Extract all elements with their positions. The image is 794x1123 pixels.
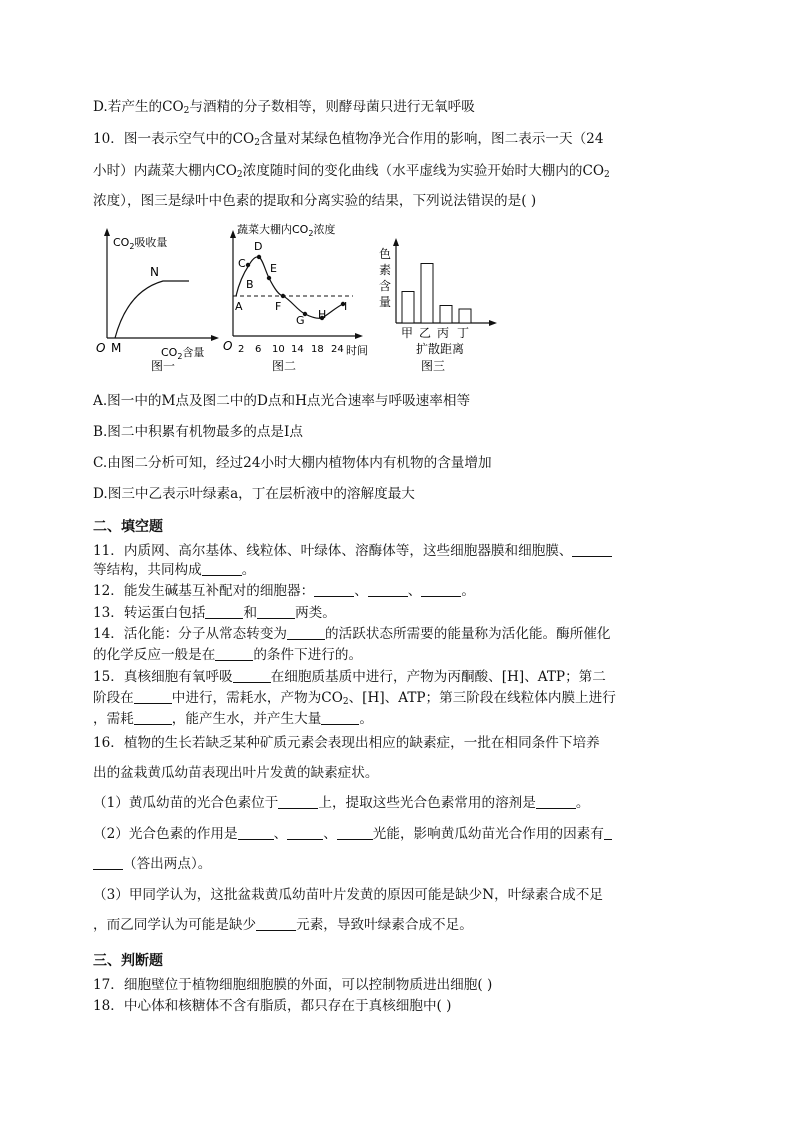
q15-blank-2[interactable] [134,689,172,704]
fig2-tick-24: 24 [331,344,344,355]
q16-stem-line2: 出的盆栽黄瓜幼苗表现出叶片发黄的缺素症状。 [93,765,379,781]
fig2-title: 蔬菜大棚内$CO_2$浓度 [237,223,336,238]
q10-stem-line1: 10．图一表示空气中的$CO_2$含量对某绿色植物净光合作用的影响，图二表示一天（24 [93,131,604,148]
q16-3-blank[interactable] [256,916,296,931]
fig1-curve [115,281,189,338]
q10-option-c: C.由图二分析可知，经过24小时大棚内植物体内有机物的含量增加 [93,455,492,471]
fig2-dot-f [281,294,285,298]
q17: 17．细胞壁位于植物细胞细胞膜的外面，可以控制物质进出细胞( ) [93,977,493,993]
fig2-label-f: F [275,300,282,313]
q10-figure-svg [93,218,513,388]
fig3-x-label: 扩散距离 [416,342,465,356]
fig2-caption: 图二 [272,359,297,373]
fig3-y-label-4: 量 [379,295,392,309]
q16-2-blank-4a[interactable] [604,825,612,840]
q16-2-blank-4b[interactable] [93,855,123,870]
fig1-origin: O [96,341,106,355]
q15-line2: 阶段在 中进行，需耗水，产物为$CO_2$、[H]、ATP；第三阶段在线粒体内膜上进行 [93,690,616,707]
fig3-category-yi: 乙 [419,326,432,340]
q14-line2: 的化学反应一般是在 的条件下进行的。 [93,647,363,663]
fig2-origin: O [223,339,233,353]
q16-part3-line2: ，而乙同学认为可能是缺少 元素，导致叶绿素合成不足。 [93,917,473,933]
fig3-y-label-3: 含 [379,279,392,293]
q14-blank-1[interactable] [287,625,325,640]
q9-option-d: D.若产生的$CO_2$与酒精的分子数相等，则酵母菌只进行无氧呼吸 [93,99,475,116]
q12-blank-3[interactable] [421,582,461,597]
fig2-label-i: I [344,300,348,313]
q15-blank-3[interactable] [134,710,172,725]
fig2-tick-14: 14 [291,344,304,355]
q10-option-a: A.图一中的M点及图二中的D点和H点光合速率与呼吸速率相等 [93,393,471,409]
fig2-label-c: C [238,257,246,270]
fig2-tick-6: 6 [255,344,262,355]
fig1-x-arrow-icon [211,335,219,341]
fig1-point-n: N [150,265,159,279]
fig1-y-label: $CO_2$吸收量 [113,236,168,251]
fig2-x-label: 时间 [346,344,368,357]
fig3-bars [402,264,471,324]
fig2-tick-18: 18 [311,344,324,355]
q16-1-blank-2[interactable] [536,794,576,809]
fig1-caption: 图一 [151,359,176,373]
q11-line1: 11．内质网、高尔基体、线粒体、叶绿体、溶酶体等，这些细胞器膜和细胞膜、 [93,542,612,560]
q10-stem-line3: 浓度），图三是绿叶中色素的提取和分离实验的结果，下列说法错误的是( ) [93,193,537,209]
q15-line1: 15．真核细胞有氧呼吸 在细胞质基质中进行，产物为丙酮酸、[H]、ATP；第二 [93,669,606,685]
q10-option-d: D.图三中乙表示叶绿素a，丁在层析液中的溶解度最大 [93,486,415,502]
q16-part3-line1: （3）甲同学认为，这批盆栽黄瓜幼苗叶片发黄的原因可能是缺少N，叶绿素合成不足 [93,887,603,903]
q10-figures [93,218,513,388]
q16-2-blank-3[interactable] [337,825,373,840]
q16-part2-line2: （答出两点）。 [93,855,211,873]
figure-1 [96,228,219,373]
q16-part2-line1: （2）光合色素的作用是 、 、 光能，影响黄瓜幼苗光合作用的因素有 [93,825,612,843]
section-judgement-title: 三、判断题 [93,953,163,969]
q15-blank-1[interactable] [233,668,271,683]
q15-blank-4[interactable] [321,710,359,725]
fig2-y-arrow-icon [230,230,236,238]
q14-blank-2[interactable] [215,646,253,661]
fig2-label-h: H [318,308,327,321]
q12-blank-2[interactable] [368,582,408,597]
fig2-dot-c [246,263,250,267]
q13-blank-1[interactable] [205,604,243,619]
fig2-label-g: G [296,314,305,327]
fig3-bar-3 [440,306,452,324]
fig3-y-label-2: 素 [379,263,392,277]
fig3-x-arrow-icon [489,320,497,326]
q14-line1: 14．活化能：分子从常态转变为 的活跃状态所需要的能量称为活化能。酶所催化 [93,626,611,642]
fig2-label-e: E [270,262,277,275]
figure-2 [223,222,368,373]
fig1-point-m: M [111,341,122,355]
fig3-y-label-1: 色 [379,247,392,261]
fig2-label-b: B [246,278,254,291]
q12: 12．能发生碱基互补配对的细胞器： 、 、 。 [93,583,475,599]
fig3-bar-2 [421,264,433,324]
fig2-label-a: A [235,300,243,313]
fig3-category-bing: 丙 [437,326,450,340]
fig3-category-jia: 甲 [401,326,414,340]
q16-2-blank-2[interactable] [287,825,323,840]
q10-option-b: B.图二中积累有机物最多的点是I点 [93,424,303,440]
q13: 13．转运蛋白包括 和 两类。 [93,605,336,621]
q13-blank-2[interactable] [257,604,295,619]
q16-1-blank-1[interactable] [278,794,318,809]
section-fill-in-title: 二、填空题 [93,519,163,535]
q16-part1: （1）黄瓜幼苗的光合色素位于 上，提取这些光合色素常用的溶剂是 。 [93,795,590,811]
fig3-category-ding: 丁 [457,326,470,340]
fig3-y-arrow-icon [393,238,399,246]
fig3-caption: 图三 [421,359,446,373]
q11-line2: 等结构，共同构成 。 [93,562,256,578]
fig2-tick-10: 10 [272,344,285,355]
q18: 18．中心体和核糖体不含有脂质，都只存在于真核细胞中( ) [93,998,452,1014]
fig1-x-label: $CO_2$含量 [161,346,205,361]
fig1-y-arrow-icon [104,228,110,236]
fig2-x-arrow-icon [355,333,363,339]
fig2-dot-e [267,276,271,280]
fig2-dot-d [257,255,261,259]
q12-blank-1[interactable] [314,582,354,597]
q15-line3: ，需耗 ，能产生水，并产生大量 。 [93,711,373,727]
fig2-label-d: D [254,240,263,253]
fig2-tick-2: 2 [238,344,245,355]
q16-stem-line1: 16．植物的生长若缺乏某种矿质元素会表现出相应的缺素症，一批在相同条件下培养 [93,735,600,751]
q11-blank-2[interactable] [202,561,242,576]
q11-blank-1[interactable] [572,542,612,557]
fig3-bar-1 [402,292,414,324]
fig3-bar-4 [459,309,471,323]
q10-stem-line2: 小时）内蔬菜大棚内$CO_2$浓度随时间的变化曲线（水平虚线为实验开始时大棚内的$CO_2$ [93,163,610,180]
figure-3 [379,238,497,373]
q16-2-blank-1[interactable] [238,825,274,840]
